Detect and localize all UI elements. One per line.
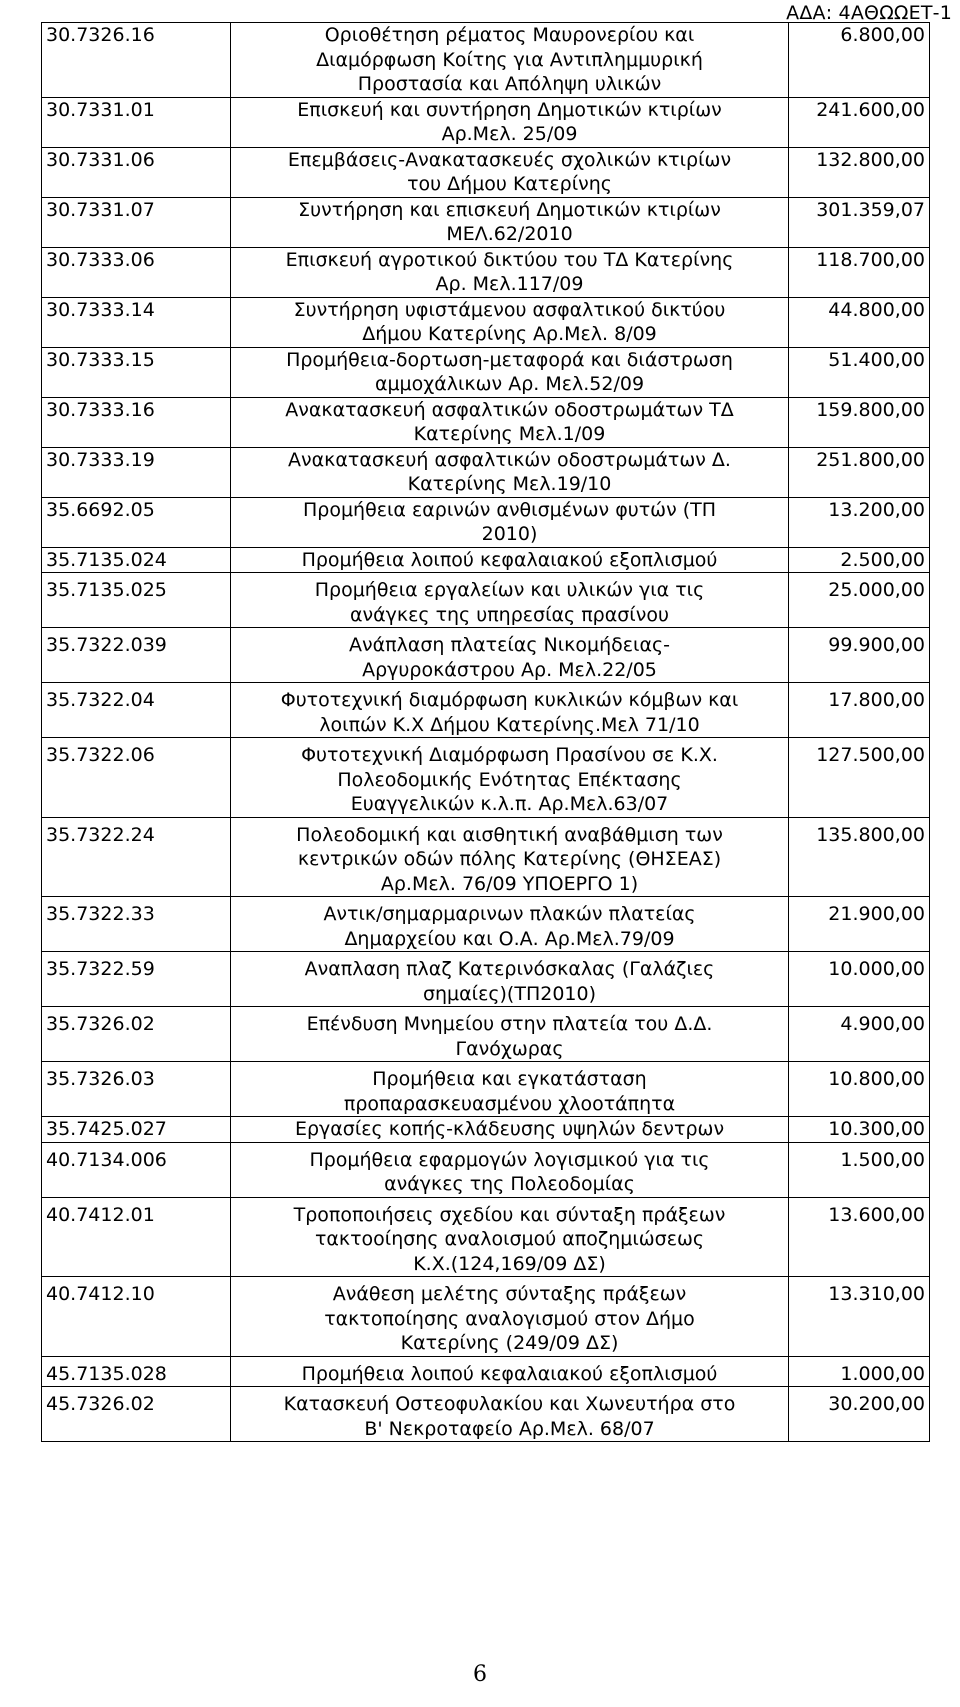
row-amount: 51.400,00	[789, 347, 930, 397]
row-description	[231, 147, 789, 197]
description-line: Κατερίνης (249/09 ΔΣ)	[400, 1332, 619, 1354]
row-amount: 132.800,00	[789, 147, 930, 197]
row-description	[231, 447, 789, 497]
ada-code: ΑΔΑ: 4ΑΘΩΩΕΤ-1	[786, 2, 952, 24]
description-line: Αναπλαση πλαζ Κατερινόσκαλας (Γαλάζιες	[304, 958, 715, 980]
table-row	[42, 347, 930, 397]
table-row	[42, 397, 930, 447]
row-code: 30.7333.19	[42, 447, 231, 497]
row-code: 35.7322.33	[42, 897, 231, 952]
row-code: 35.7322.04	[42, 683, 231, 738]
row-code: 30.7331.01	[42, 97, 231, 147]
description-line: Προμήθεια-δορτωση-μεταφορά και διάστρωση	[286, 348, 733, 371]
row-description	[231, 547, 789, 573]
description-line: Διαμόρφωση Κοίτης για Αντιπλημμυρική	[316, 48, 703, 71]
description-line: Αρ.Μελ. 25/09	[441, 123, 578, 145]
row-amount: 10.800,00	[789, 1062, 930, 1117]
description-line: αμμοχάλικων Αρ. Μελ.52/09	[374, 373, 645, 395]
description-line: Τροποποιήσεις σχεδίου και σύνταξη πράξεων	[293, 1203, 726, 1226]
description-line: Πολεοδομική και αισθητική αναβάθμιση των	[296, 823, 723, 846]
description-line: Συντήρηση και επισκευή Δημοτικών κτιρίων	[298, 198, 721, 221]
row-description	[231, 23, 789, 98]
row-description	[231, 347, 789, 397]
table-row	[42, 628, 930, 683]
description-line: προπαρασκευασμένου χλοοτάπητα	[343, 1092, 676, 1115]
row-description	[231, 817, 789, 897]
row-description	[231, 1277, 789, 1357]
row-description	[231, 297, 789, 347]
table-row	[42, 247, 930, 297]
row-description	[231, 1197, 789, 1277]
description-line: Κατασκευή Οστεοφυλακίου και Χωνευτήρα στο	[283, 1393, 736, 1415]
row-code: 35.7425.027	[42, 1117, 231, 1143]
row-description	[231, 397, 789, 447]
row-description	[231, 1142, 789, 1197]
description-line: Ανακατασκευή ασφαλτικών οδοστρωμάτων Δ.	[288, 448, 731, 471]
description-line: Κ.Χ.(124,169/09 ΔΣ)	[413, 1252, 606, 1275]
table-row	[42, 897, 930, 952]
row-amount: 30.200,00	[789, 1387, 930, 1442]
description-line: Γανόχωρας	[455, 1037, 564, 1060]
table-row	[42, 573, 930, 628]
row-code: 30.7326.16	[42, 23, 231, 98]
row-code: 35.7135.024	[42, 547, 231, 573]
row-code: 45.7326.02	[42, 1387, 231, 1442]
row-amount: 21.900,00	[789, 897, 930, 952]
row-amount: 13.600,00	[789, 1197, 930, 1277]
table-row	[42, 547, 930, 573]
description-line: Πολεοδομικής Ενότητας Επέκτασης	[337, 768, 682, 791]
row-amount: 1.000,00	[789, 1356, 930, 1387]
row-amount: 251.800,00	[789, 447, 930, 497]
row-code: 35.7322.59	[42, 952, 231, 1007]
description-line: Ανάπλαση πλατείας Νικομήδειας-	[349, 634, 670, 656]
description-line: Αρ.Μελ. 76/09 ΥΠΟΕΡΓΟ 1)	[380, 872, 639, 895]
row-code: 40.7134.006	[42, 1142, 231, 1197]
row-amount: 159.800,00	[789, 397, 930, 447]
table-row	[42, 1197, 930, 1277]
row-amount: 17.800,00	[789, 683, 930, 738]
table-row	[42, 1356, 930, 1387]
row-code: 30.7333.06	[42, 247, 231, 297]
description-line: Συντήρηση υφιστάμενου ασφαλτικού δικτύου	[293, 298, 726, 321]
row-code: 35.7326.02	[42, 1007, 231, 1062]
table-row	[42, 197, 930, 247]
row-amount: 10.300,00	[789, 1117, 930, 1143]
description-line: Δήμου Κατερίνης Αρ.Μελ. 8/09	[362, 323, 657, 345]
row-description	[231, 897, 789, 952]
row-amount: 118.700,00	[789, 247, 930, 297]
description-line: Εργασίες κοπής-κλάδευσης υψηλών δεντρων	[294, 1118, 725, 1140]
row-code: 35.7326.03	[42, 1062, 231, 1117]
row-description	[231, 97, 789, 147]
row-amount: 99.900,00	[789, 628, 930, 683]
description-line: ανάγκες της υπηρεσίας πρασίνου	[350, 603, 669, 626]
description-line: σημαίες)(ΤΠ2010)	[422, 982, 597, 1005]
description-line: Επένδυση Μνημείου στην πλατεία του Δ.Δ.	[306, 1013, 713, 1035]
row-code: 40.7412.01	[42, 1197, 231, 1277]
description-line: Προστασία και Απόληψη υλικών	[357, 73, 662, 95]
row-code: 30.7331.06	[42, 147, 231, 197]
row-amount: 2.500,00	[789, 547, 930, 573]
row-amount: 1.500,00	[789, 1142, 930, 1197]
row-amount: 13.310,00	[789, 1277, 930, 1357]
row-code: 30.7333.16	[42, 397, 231, 447]
budget-table-body	[42, 23, 930, 1442]
description-line: 2010)	[481, 523, 538, 545]
description-line: Β' Νεκροταφείο Αρ.Μελ. 68/07	[364, 1417, 655, 1440]
row-code: 40.7412.10	[42, 1277, 231, 1357]
description-line: Προμήθεια λοιπού κεφαλαιακού εξοπλισμού	[301, 1362, 718, 1385]
row-code: 35.6692.05	[42, 497, 231, 547]
table-row	[42, 297, 930, 347]
description-line: Ανάθεση μελέτης σύνταξης πράξεων	[332, 1283, 687, 1305]
row-description	[231, 683, 789, 738]
description-line: Επισκευή και συντήρηση Δημοτικών κτιρίων	[297, 98, 722, 121]
description-line: ανάγκες της Πολεοδομίας	[384, 1173, 635, 1195]
row-code: 30.7331.07	[42, 197, 231, 247]
row-description	[231, 497, 789, 547]
table-row	[42, 1142, 930, 1197]
description-line: Αρ. Μελ.117/09	[435, 273, 584, 295]
description-line: κεντρικών οδών πόλης Κατερίνης (ΘΗΣΕΑΣ)	[297, 848, 722, 870]
row-description	[231, 1007, 789, 1062]
description-line: Κατερίνης Μελ.1/09	[413, 423, 606, 445]
table-row	[42, 1117, 930, 1143]
table-row	[42, 147, 930, 197]
row-amount: 25.000,00	[789, 573, 930, 628]
description-line: Οριοθέτηση ρέματος Μαυρονερίου και	[324, 24, 695, 46]
table-row	[42, 1007, 930, 1062]
row-description	[231, 247, 789, 297]
row-code: 35.7322.06	[42, 738, 231, 818]
budget-table	[41, 22, 930, 1442]
description-line: τακτοοίησης αναλοισμού αποζημιώσεως	[314, 1228, 705, 1250]
description-line: Προμήθεια και εγκατάσταση	[372, 1068, 647, 1090]
row-description	[231, 1117, 789, 1143]
table-row	[42, 952, 930, 1007]
row-description	[231, 952, 789, 1007]
table-row	[42, 1387, 930, 1442]
row-description	[231, 1387, 789, 1442]
description-line: Δημαρχείου και Ο.Α. Αρ.Μελ.79/09	[344, 927, 675, 950]
table-row	[42, 23, 930, 98]
description-line: λοιπών Κ.Χ Δήμου Κατερίνης.Μελ 71/10	[319, 713, 700, 736]
description-line: Φυτοτεχνική διαμόρφωση κυκλικών κόμβων και	[280, 689, 739, 711]
row-amount: 241.600,00	[789, 97, 930, 147]
table-row	[42, 1062, 930, 1117]
table-row	[42, 738, 930, 818]
table-row	[42, 97, 930, 147]
table-row	[42, 447, 930, 497]
row-code: 35.7322.24	[42, 817, 231, 897]
row-description	[231, 1356, 789, 1387]
description-line: Επισκευή αγροτικού δικτύου του ΤΔ Κατερίνης	[285, 248, 734, 271]
description-line: Αντικ/σημαρμαρινων πλακών πλατείας	[323, 903, 696, 925]
description-line: Προμήθεια εργαλείων και υλικών για τις	[314, 579, 705, 601]
row-amount: 44.800,00	[789, 297, 930, 347]
row-description	[231, 1062, 789, 1117]
row-code: 35.7322.039	[42, 628, 231, 683]
row-amount: 10.000,00	[789, 952, 930, 1007]
row-code: 35.7135.025	[42, 573, 231, 628]
row-description	[231, 197, 789, 247]
description-line: Φυτοτεχνική Διαμόρφωση Πρασίνου σε Κ.Χ.	[301, 744, 718, 766]
row-description	[231, 573, 789, 628]
description-line: Κατερίνης Μελ.19/10	[407, 473, 612, 495]
row-amount: 4.900,00	[789, 1007, 930, 1062]
description-line: Προμήθεια εφαρμογών λογισμικού για τις	[309, 1148, 710, 1171]
description-line: Προμήθεια εαρινών ανθισμένων φυτών (ΤΠ	[302, 498, 717, 521]
row-description	[231, 738, 789, 818]
row-amount: 301.359,07	[789, 197, 930, 247]
table-row	[42, 1277, 930, 1357]
row-amount: 6.800,00	[789, 23, 930, 98]
row-code: 45.7135.028	[42, 1356, 231, 1387]
table-row	[42, 497, 930, 547]
page-number: 6	[473, 1662, 487, 1687]
row-amount: 127.500,00	[789, 738, 930, 818]
description-line: του Δήμου Κατερίνης	[407, 173, 612, 195]
description-line: Προμήθεια λοιπού κεφαλαιακού εξοπλισμού	[301, 548, 718, 571]
description-line: Ανακατασκευή ασφαλτικών οδοστρωμάτων ΤΔ	[285, 398, 734, 421]
description-line: Ευαγγελικών κ.λ.π. Αρ.Μελ.63/07	[350, 793, 669, 815]
description-line: Αργυροκάστρου Αρ. Μελ.22/05	[362, 658, 657, 681]
row-amount: 135.800,00	[789, 817, 930, 897]
description-line: ΜΕΛ.62/2010	[446, 223, 573, 245]
row-amount: 13.200,00	[789, 497, 930, 547]
description-line: τακτοποίησης αναλογισμού στον Δήμο	[324, 1307, 695, 1330]
table-row	[42, 683, 930, 738]
row-code: 30.7333.14	[42, 297, 231, 347]
description-line: Επεμβάσεις-Ανακατασκευές σχολικών κτιρίων	[287, 148, 732, 171]
row-code: 30.7333.15	[42, 347, 231, 397]
row-description	[231, 628, 789, 683]
table-row	[42, 817, 930, 897]
